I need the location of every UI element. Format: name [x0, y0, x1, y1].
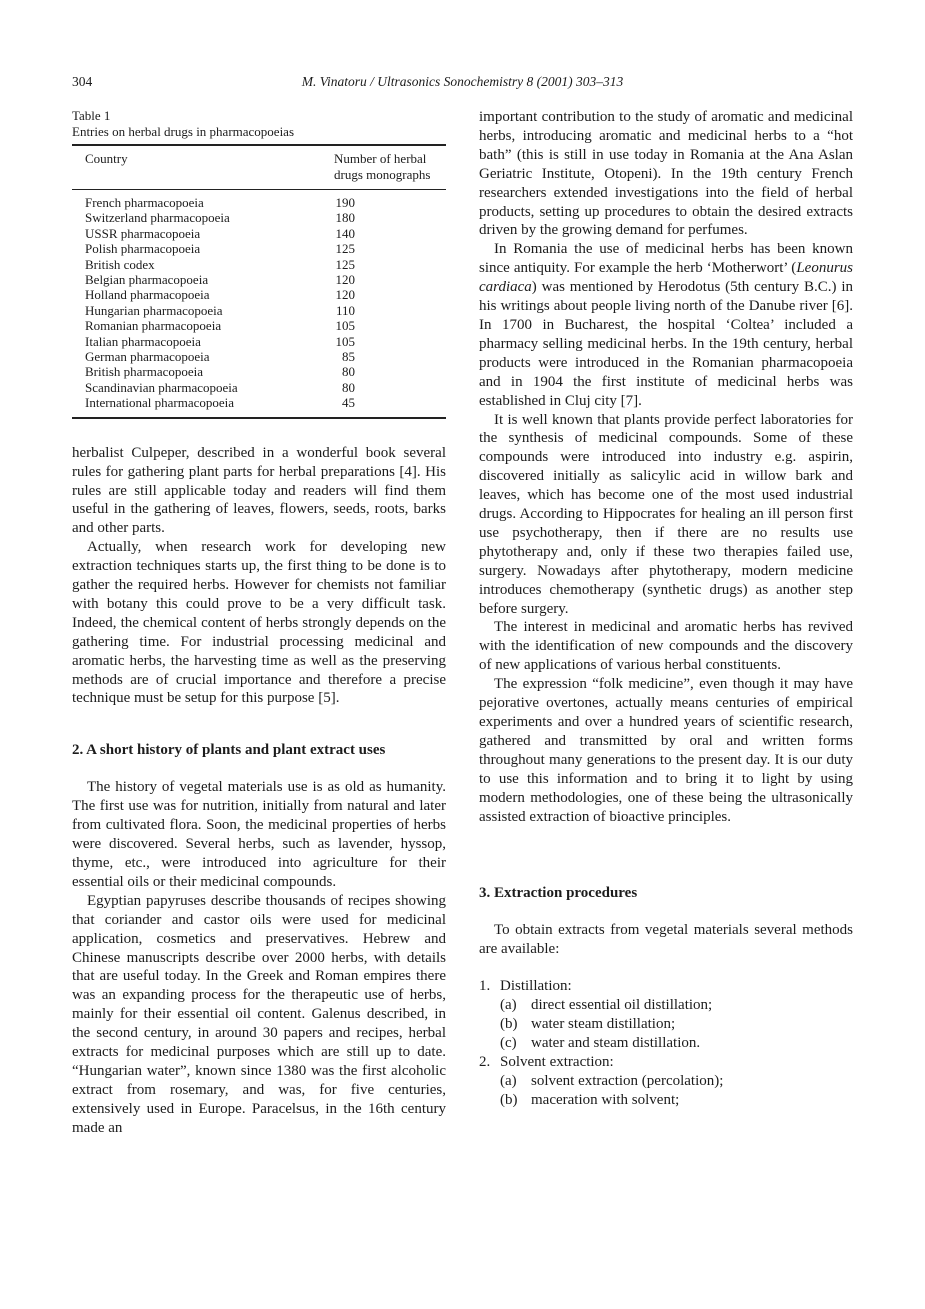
- paragraph-history: The history of vegetal materials use is as old as humanity. The first use was for nutrition, initially from natural and later from cultivated flora. Soon, the medicinal properties of herbs were discovered. Several herbs, such as lavender, hyssop, thyme, etc., were introduced into agriculture for their essential oils or their medicinal compounds.: [72, 779, 446, 890]
- table-row: USSR pharmacopoeia 140: [85, 225, 355, 241]
- paragraph-romania: In Romania the use of medicinal herbs has been known since antiquity. For example the herb ‘Motherwort’ (Leonurus cardiaca) was mentioned by Herodotus (5th century B.C.) in his writings about people living north of the Danube river [6]. In 1700 in Bucharest, the hospital ‘Coltea’ included a pharmacy selling medicinal herbs. In the 19th century, herbal products were introduced in the Romanian pharmacopoeia and in 1904 the first institute of medicinal herbs was established in Cluj city [7].: [479, 241, 853, 409]
- section-2-heading: 2. A short history of plants and plant extract uses: [72, 742, 386, 759]
- right-column: [479, 108, 853, 1138]
- list-subitem: (a) direct essential oil distillation;: [500, 997, 713, 1014]
- table-row: Switzerland pharmacopoeia 180: [85, 210, 355, 226]
- paragraph-actually: Actually, when research work for developing new extraction techniques starts up, the first thing to be done is to gather the required herbs. However for chemists not familiar with botany this could prove to be a very difficult task. Indeed, the chemical content of herbs strongly depends on the gathering time. For industrial processing medicinal and aromatic herbs, the harvesting time as well as the preserving methods are of crucial importance and therefore a precise technique must be setup for this purpose [5].: [72, 539, 446, 707]
- paragraph-interest: The interest in medicinal and aromatic herbs has revived with the identification of new compounds and the discovery of new applications of various herbal constituents.: [479, 619, 853, 674]
- list-subitem: (b) water steam distillation;: [500, 1016, 676, 1033]
- page-header: [72, 74, 853, 92]
- table-row: Hungarian pharmacopoeia 110: [85, 302, 355, 318]
- section-3-heading: 3. Extraction procedures: [479, 885, 638, 902]
- table-row: Polish pharmacopoeia 125: [85, 241, 355, 257]
- running-head: M. Vinatoru / Ultrasonics Sonochemistry 8 (2001) 303–313: [301, 74, 624, 89]
- table-row: French pharmacopoeia 190: [85, 195, 355, 210]
- journal-page: [0, 74, 925, 1309]
- paragraph-egyptian: Egyptian papyruses describe thousands of recipes showing that coriander and castor oils were used for medicinal application, cosmetics and preservatives. Hebrew and Chinese manuscripts describe over 2000 herbs, with details that are useful today. In the Greek and Roman empires there was an expanding process for the therapeutic use of herbs, mainly for their essential oil content. Galenus described, in the second century, in around 30 papers and recipes, herbal extracts for medicinal purposes which are still up to date. “Hungarian water”, known since 1380 was the first alcoholic extract from rosemary, and was, for five centuries, extensively used in Europe. Paracelsus, in the 16th century made an: [72, 892, 446, 1136]
- table-row: Italian pharmacopoeia 105: [85, 333, 355, 349]
- two-column-body: [72, 108, 853, 1138]
- table-row: Romanian pharmacopoeia 105: [85, 318, 355, 334]
- page-number: 304: [72, 74, 93, 89]
- extraction-methods-list: [479, 977, 853, 1109]
- table-caption-number: Table 1: [72, 108, 111, 123]
- species-name-italic: Leonurus cardiaca: [479, 260, 853, 296]
- paragraph-important-continuation: important contribution to the study of aromatic and medicinal herbs, introducing aromatic and medicinal herbs to a “hot bath” (this is still in use today in Romania at the Ana Aslan Geriatric Institute, Otopeni). In the 19th century French researchers extended investigations into the field of herbal products, setting up procedures to obtain the desired extracts driven by the growing demand for perfumes.: [479, 109, 853, 239]
- paragraph-herbalist-continuation: herbalist Culpeper, described in a wonderful book several rules for gathering plant parts for herbal preparations [4]. His rules are still applicable today and readers will find them useful in the gathering of leaves, flowers, seeds, roots, barks and other parts.: [72, 444, 446, 537]
- table-row: Holland pharmacopoeia 120: [85, 287, 355, 303]
- list-subitem: (c) water and steam distillation.: [500, 1034, 701, 1051]
- table-row: Belgian pharmacopoeia 120: [85, 272, 355, 288]
- column-header-count: Number of herbal drugs monographs: [334, 145, 446, 190]
- table-header-row: [72, 145, 446, 190]
- list-item-distillation: 1. Distillation:: [479, 978, 572, 995]
- paragraph-folk-medicine: The expression “folk medicine”, even though it may have pejorative overtones, actually means centuries of empirical experiments and over a hundred years of scientific research, gathered and transmitted by oral and written forms throughout many generations to the present day. It is our duty to use this information and to bring it to light by using modern methodologies, one of these being the ultrasonically assisted extraction of bioactive principles.: [479, 676, 853, 825]
- list-item-solvent-extraction: 2. Solvent extraction:: [479, 1053, 614, 1070]
- table-row: British codex 125: [85, 256, 355, 272]
- table-caption-title: Entries on herbal drugs in pharmacopoeias: [72, 124, 295, 139]
- paragraph-to-obtain: To obtain extracts from vegetal materials several methods are available:: [479, 922, 853, 958]
- paragraph-wellknown: It is well known that plants provide perfect laboratories for the synthesis of medicinal compounds. Some of these compounds were introduced into industry e.g. aspirin, discovered initially as salicylic acid in willow bark and leaves, which has become one of the most used industrial drugs. According to Hippocrates for healing an ill person first use psychotherapy, then if there are no results use phytotherapy and, only if these two therapies failed use, surgery. Nowadays after phytotherapy, modern medicine introduces chemotherapy (synthetic drugs) as another step before surgery.: [479, 411, 853, 617]
- column-header-country: Country: [72, 145, 334, 190]
- table-row: International pharmacopoeia 45: [85, 395, 355, 411]
- list-subitem: (b) maceration with solvent;: [500, 1091, 680, 1108]
- table-1-block: [72, 108, 446, 419]
- table-row: Scandinavian pharmacopoeia 80: [85, 379, 355, 395]
- table-row: German pharmacopoeia 85: [85, 349, 355, 365]
- pharmacopoeia-table: [72, 144, 446, 419]
- left-column: [72, 108, 446, 1138]
- table-row: British pharmacopoeia 80: [85, 364, 355, 380]
- list-subitem: (a) solvent extraction (percolation);: [500, 1072, 724, 1089]
